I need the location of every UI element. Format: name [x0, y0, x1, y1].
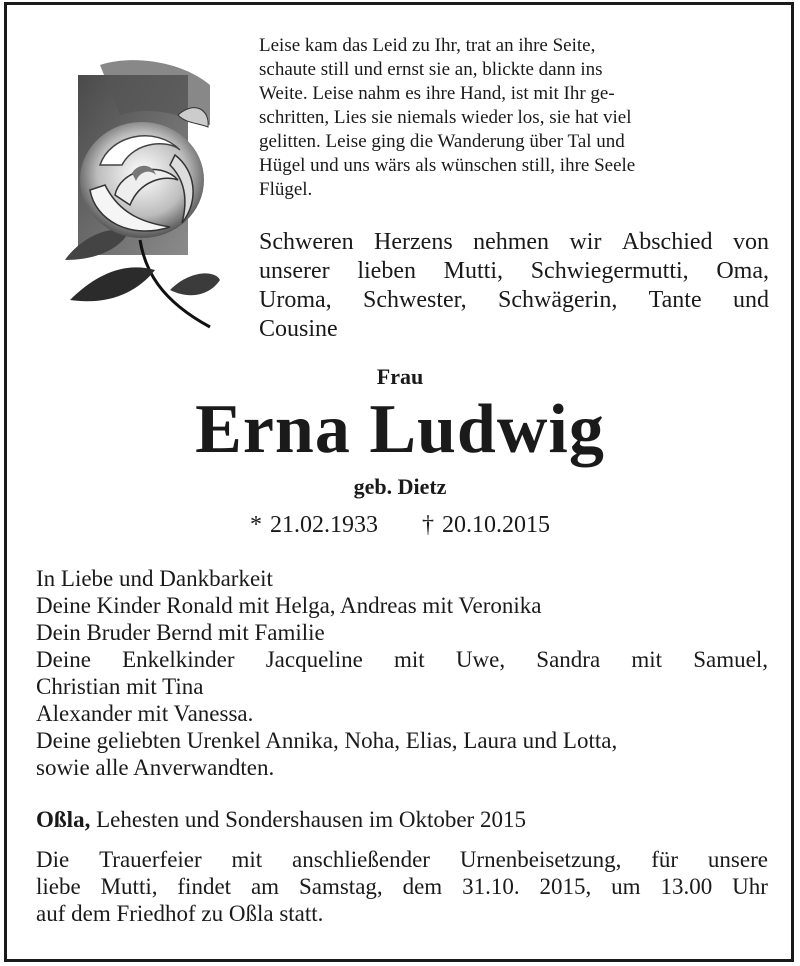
intro-word: und	[732, 287, 769, 313]
funeral-info	[36, 846, 768, 927]
funeral-word: Trauerfeier	[99, 847, 202, 872]
intro-word: Cousine	[259, 316, 338, 342]
family-word: Enkelkinder	[122, 647, 235, 672]
intro-text	[259, 228, 769, 344]
poem-line: schaute still und ernst sie an, blickte dann ins	[259, 59, 603, 80]
family-list	[36, 565, 768, 781]
intro-word: nehmen	[473, 229, 550, 255]
family-line: Deine geliebten Urenkel Annika, Noha, Elias, Laura und Lotta,	[36, 728, 618, 753]
birth-date: * 21.02.1933	[250, 512, 378, 538]
family-line: Alexander mit Vanessa.	[36, 701, 254, 726]
maiden-name: geb. Dietz	[353, 474, 447, 499]
family-word: Jacqueline	[265, 647, 363, 672]
funeral-word: Uhr	[732, 874, 768, 899]
poem	[259, 34, 729, 202]
family-word: Sandra	[536, 647, 601, 672]
funeral-word: Mutti,	[100, 874, 158, 899]
intro-line	[259, 257, 769, 286]
funeral-word: findet	[177, 874, 232, 899]
intro-word: von	[732, 229, 769, 255]
intro-word: wir	[569, 229, 602, 255]
funeral-line	[36, 900, 768, 927]
intro-word: Herzens	[374, 229, 453, 255]
funeral-word: Urnenbeisetzung,	[459, 847, 622, 872]
funeral-word: dem	[402, 874, 443, 899]
family-line: Christian mit Tina	[36, 674, 204, 699]
intro-word: Tante	[648, 287, 702, 313]
place-town: Oßla,	[36, 807, 91, 832]
funeral-word: für	[651, 847, 679, 872]
family-line	[36, 646, 768, 673]
intro-line	[259, 228, 769, 257]
intro-word: Mutti,	[443, 258, 503, 284]
family-word: Deine	[36, 647, 91, 672]
funeral-line	[36, 873, 768, 900]
intro-word: lieben	[357, 258, 416, 284]
death-date: † 20.10.2015	[422, 512, 550, 538]
poem-line: Flügel.	[259, 179, 313, 200]
family-word: mit	[394, 647, 425, 672]
poem-line: Hügel und uns wärs als wünschen still, ihre Seele	[259, 155, 636, 176]
intro-word: Abschied	[621, 229, 713, 255]
funeral-word: unsere	[707, 847, 768, 872]
family-word: Uwe,	[455, 647, 506, 672]
funeral-line	[36, 846, 768, 873]
rose-icon	[60, 55, 220, 330]
funeral-word: 31.10.	[462, 874, 520, 899]
intro-line	[259, 315, 769, 344]
poem-line: gelitten. Leise ging die Wanderung über Tal und	[259, 131, 625, 152]
funeral-word: liebe	[36, 874, 81, 899]
poem-line: Weite. Leise nahm es ihre Hand, ist mit Ihr ge-	[259, 83, 615, 104]
funeral-word: um	[611, 874, 641, 899]
intro-word: Schweren	[259, 229, 354, 255]
funeral-word: am	[250, 874, 280, 899]
poem-line: schritten, Lies sie niemals wieder los, sie hat viel	[259, 107, 632, 128]
intro-word: Oma,	[716, 258, 769, 284]
funeral-word: auf dem Friedhof zu Oßla statt.	[36, 901, 324, 926]
family-word: mit	[631, 647, 663, 672]
intro-word: Schwägerin,	[498, 287, 618, 313]
family-line: Deine Kinder Ronald mit Helga, Andreas mit Veronika	[36, 593, 542, 618]
family-line: In Liebe und Dankbarkeit	[36, 566, 273, 591]
family-line: Dein Bruder Bernd mit Familie	[36, 620, 325, 645]
intro-word: Uroma,	[259, 287, 332, 313]
funeral-word: Die	[36, 847, 70, 872]
funeral-word: Samstag,	[298, 874, 383, 899]
place-date	[36, 806, 768, 833]
intro-line	[259, 286, 769, 315]
funeral-word: 13.00	[660, 874, 713, 899]
intro-word: unserer	[259, 258, 330, 284]
place-rest: Lehesten und Sondershausen im Oktober 2015	[96, 807, 526, 832]
family-line: sowie alle Anverwandten.	[36, 755, 275, 780]
honorific: Frau	[376, 364, 424, 389]
funeral-word: 2015,	[539, 874, 592, 899]
funeral-word: anschließender	[292, 847, 430, 872]
poem-line: Leise kam das Leid zu Ihr, trat an ihre Seite,	[259, 35, 596, 56]
life-dates	[0, 512, 800, 539]
intro-word: Schwiegermutti,	[530, 258, 689, 284]
deceased-name: Erna Ludwig	[195, 391, 605, 468]
family-word: Samuel,	[693, 647, 768, 672]
intro-word: Schwester,	[363, 287, 467, 313]
funeral-word: mit	[231, 847, 263, 872]
